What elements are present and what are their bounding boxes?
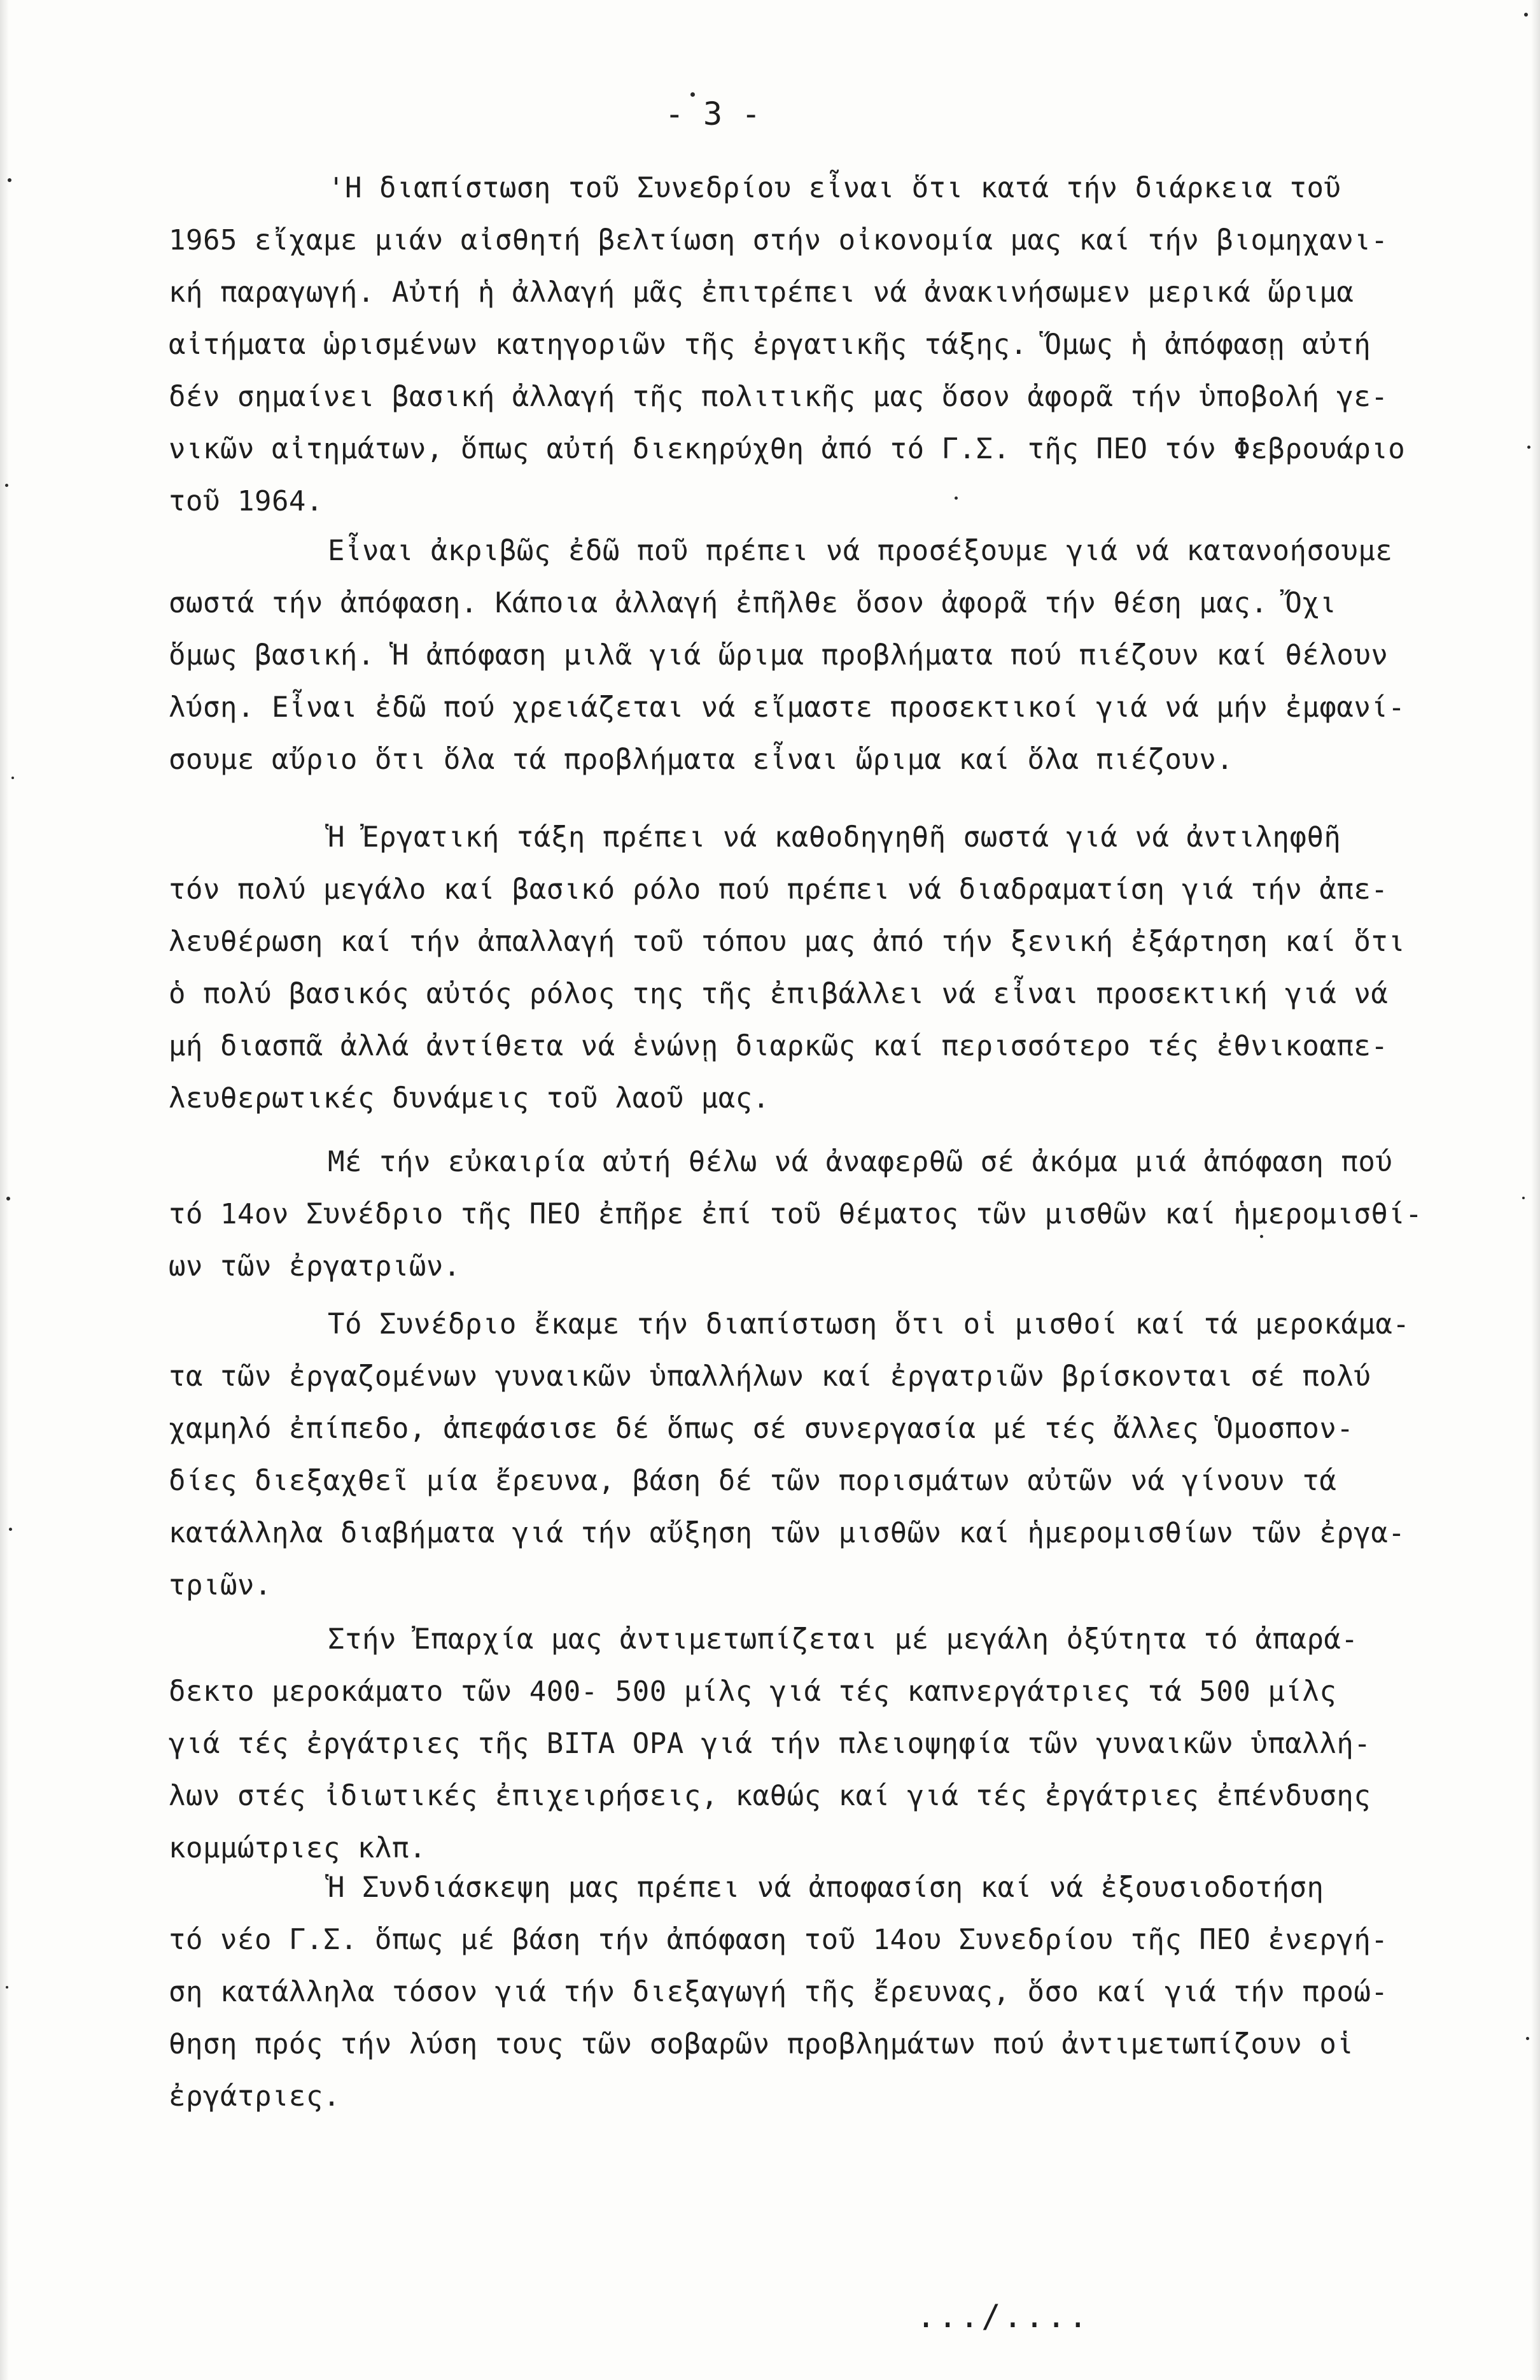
text-line: δεκτο μεροκάματο τῶν 400- 500 μίλς γιά τές καπνεργάτριες τά 500 μίλς bbox=[169, 1675, 1337, 1708]
scan-speck bbox=[8, 178, 11, 182]
text-line: χαμηλό ἐπίπεδο, ἀπεφάσισε δέ ὅπως σέ συνεργασία μέ τές ἄλλες Ὁμοσπον- bbox=[169, 1412, 1354, 1445]
text-line: Μέ τήν εὐκαιρία αὐτή θέλω νά ἀναφερθῶ σέ ἀκόμα μιά ἀπόφαση πού bbox=[328, 1146, 1393, 1178]
text-line: ὅμως βασική. Ἡ ἀπόφαση μιλᾶ γιά ὥριμα προβλήματα πού πιέζουν καί θέλουν bbox=[169, 639, 1389, 672]
text-line: τόν πολύ μεγάλο καί βασικό ρόλο πού πρέπει νά διαδραματίση γιά τήν ἀπε- bbox=[169, 873, 1389, 906]
text-line: Ἡ Συνδιάσκεψη μας πρέπει νά ἀποφασίση καί νά ἐξουσιοδοτήση bbox=[328, 1871, 1324, 1904]
paragraph-5 bbox=[169, 1299, 1441, 1612]
text-line: ἐργάτριες. bbox=[169, 2080, 340, 2113]
text-line: λευθέρωση καί τήν ἀπαλλαγή τοῦ τόπου μας ἀπό τήν ξενική ἐξάρτηση καί ὅτι bbox=[169, 926, 1406, 958]
paragraph-6 bbox=[169, 1614, 1441, 1875]
text-line: τα τῶν ἐργαζομένων γυναικῶν ὑπαλλήλων καί ἐργατριῶν βρίσκονται σέ πολύ bbox=[169, 1360, 1371, 1393]
text-line: δίες διεξαχθεῖ μία ἔρευνα, βάση δέ τῶν πορισμάτων αὐτῶν νά γίνουν τά bbox=[169, 1465, 1337, 1497]
scan-edge-left bbox=[0, 0, 9, 2380]
scan-speck bbox=[1524, 13, 1528, 17]
text-line: ων τῶν ἐργατριῶν. bbox=[169, 1250, 461, 1283]
text-line: λευθερωτικές δυνάμεις τοῦ λαοῦ μας. bbox=[169, 1082, 770, 1115]
text-line: μή διασπᾶ ἀλλά ἀντίθετα νά ἑνώνῃ διαρκῶς καί περισσότερο τές ἐθνικοαπε- bbox=[169, 1030, 1389, 1062]
scan-speck bbox=[6, 1197, 10, 1201]
scan-speck bbox=[1527, 446, 1530, 449]
text-line: σουμε αὔριο ὅτι ὅλα τά προβλήματα εἶναι ὥριμα καί ὅλα πιέζουν. bbox=[169, 743, 1234, 776]
text-line: 1965 εἴχαμε μιάν αἰσθητή βελτίωση στήν οἰκονομία μας καί τήν βιομηχανι- bbox=[169, 224, 1389, 257]
text-line: Στήν Ἐπαρχία μας ἀντιμετωπίζεται μέ μεγάλη ὀξύτητα τό ἀπαρά- bbox=[328, 1623, 1359, 1656]
text-line: Τό Συνέδριο ἔκαμε τήν διαπίστωση ὅτι οἱ μισθοί καί τά μεροκάμα- bbox=[328, 1308, 1410, 1341]
text-line: Εἶναι ἀκριβῶς ἐδῶ ποῦ πρέπει νά προσέξουμε γιά νά κατανοήσουμε bbox=[328, 535, 1393, 567]
text-line: 'Η διαπίστωση τοῦ Συνεδρίου εἶναι ὅτι κατά τήν διάρκεια τοῦ bbox=[328, 172, 1341, 204]
paragraph-3 bbox=[169, 812, 1441, 1125]
text-line: ὁ πολύ βασικός αὐτός ρόλος της τῆς ἐπιβάλλει νά εἶναι προσεκτική γιά νά bbox=[169, 978, 1389, 1010]
text-line: ση κατάλληλα τόσον γιά τήν διεξαγωγή τῆς ἔρευνας, ὅσο καί γιά τήν προώ- bbox=[169, 1976, 1389, 2008]
text-line: κή παραγωγή. Αὐτή ἡ ἀλλαγή μᾶς ἐπιτρέπει νά ἀνακινήσωμεν μερικά ὥριμα bbox=[169, 276, 1354, 309]
scan-speck bbox=[6, 1986, 8, 1989]
scan-speck bbox=[9, 1528, 12, 1531]
paragraph-1 bbox=[169, 162, 1441, 528]
scan-speck bbox=[11, 777, 14, 779]
paragraph-7 bbox=[169, 1862, 1441, 2123]
page-number: - 3 - bbox=[664, 95, 761, 132]
text-line: γιά τές ἐργάτριες τῆς ΒΙΤΑ ΟΡΑ γιά τήν πλειοψηφία τῶν γυναικῶν ὑπαλλή- bbox=[169, 1728, 1371, 1760]
paragraph-4 bbox=[169, 1136, 1441, 1293]
scan-edge-right bbox=[1531, 0, 1540, 2380]
text-line: κατάλληλα διαβήματα γιά τήν αὔξηση τῶν μισθῶν καί ἡμερομισθίων τῶν ἐργα- bbox=[169, 1517, 1406, 1549]
text-line: κομμώτριες κλπ. bbox=[169, 1832, 426, 1864]
paragraph-2 bbox=[169, 525, 1441, 786]
text-line: τοῦ 1964. bbox=[169, 485, 323, 518]
scan-speck bbox=[1522, 1197, 1525, 1199]
scan-speck bbox=[5, 484, 8, 487]
text-line: τό νέο Γ.Σ. ὅπως μέ βάση τήν ἀπόφαση τοῦ 14ου Συνεδρίου τῆς ΠΕΟ ἐνεργή- bbox=[169, 1924, 1389, 1956]
text-line: θηση πρός τήν λύση τους τῶν σοβαρῶν προβλημάτων πού ἀντιμετωπίζουν οἱ bbox=[169, 2028, 1354, 2060]
continuation-mark: .../.... bbox=[916, 2298, 1090, 2335]
text-line: δέν σημαίνει βασική ἀλλαγή τῆς πολιτικῆς μας ὅσον ἀφορᾶ τήν ὑποβολή γε- bbox=[169, 381, 1389, 413]
text-line: τριῶν. bbox=[169, 1569, 272, 1602]
text-line: αἰτήματα ὡρισμένων κατηγοριῶν τῆς ἐργατικῆς τάξης. Ὅμως ἡ ἀπόφασῃ αὐτή bbox=[169, 328, 1371, 361]
scan-speck bbox=[1526, 2037, 1529, 2040]
text-line: λων στές ἰδιωτικές ἐπιχειρήσεις, καθώς καί γιά τές ἐργάτριες ἐπένδυσης bbox=[169, 1780, 1371, 1812]
text-line: τό 14ον Συνέδριο τῆς ΠΕΟ ἐπῆρε ἐπί τοῦ θέματος τῶν μισθῶν καί ἡμερομισθί- bbox=[169, 1198, 1423, 1230]
text-line: νικῶν αἰτημάτων, ὅπως αὐτή διεκηρύχθη ἀπό τό Γ.Σ. τῆς ΠΕΟ τόν Φεβρουάριο bbox=[169, 433, 1406, 465]
text-line: Ἡ Ἐργατική τάξη πρέπει νά καθοδηγηθῆ σωστά γιά νά ἀντιληφθῆ bbox=[328, 821, 1341, 854]
text-line: λύση. Εἶναι ἐδῶ πού χρειάζεται νά εἴμαστε προσεκτικοί γιά νά μήν ἐμφανί- bbox=[169, 691, 1406, 724]
text-line: σωστά τήν ἀπόφαση. Κάποια ἀλλαγή ἐπῆλθε ὅσον ἀφορᾶ τήν θέση μας. Ὄχι bbox=[169, 587, 1337, 619]
